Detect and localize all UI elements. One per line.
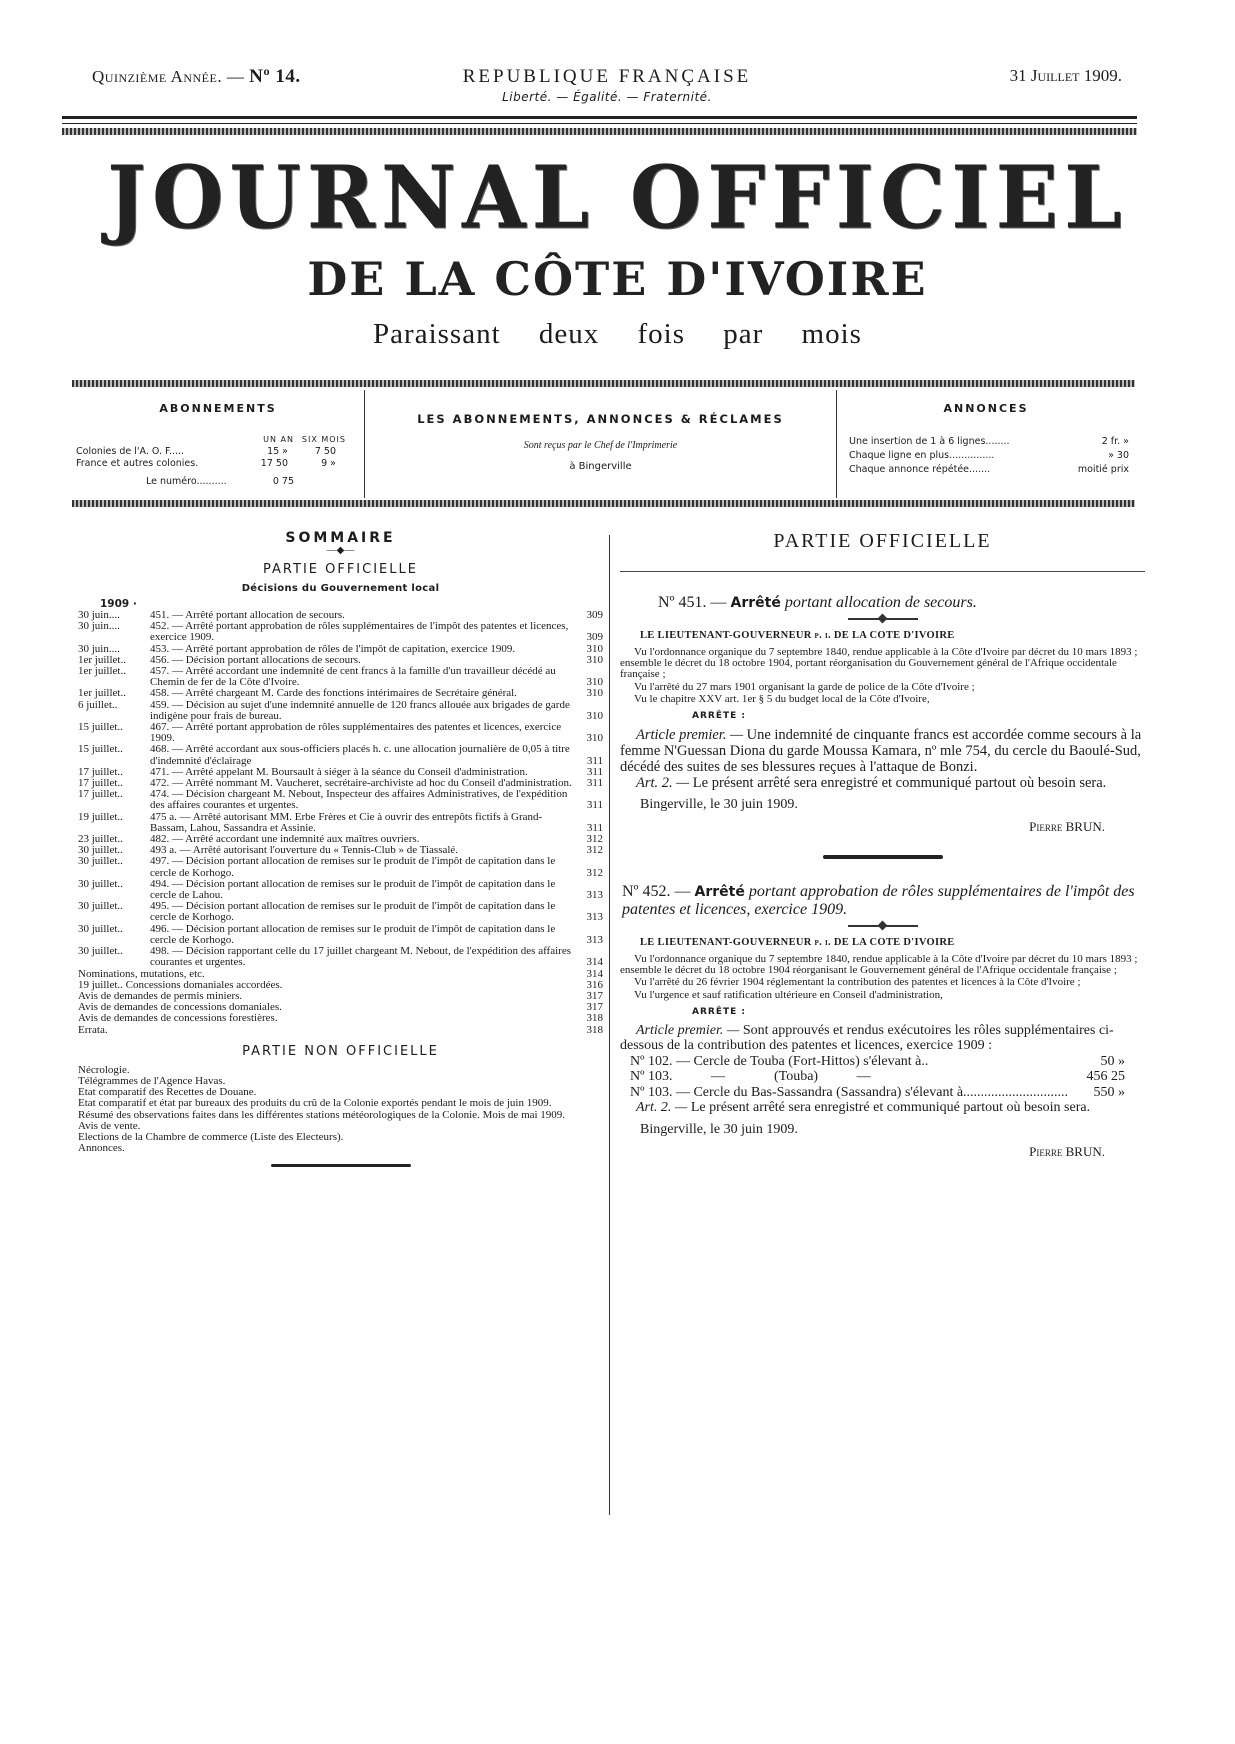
toc-item-date: 6 juillet.. [78, 698, 118, 711]
end-rule [271, 1164, 411, 1167]
toc-item-text: Nominations, mutations, etc. [78, 967, 205, 980]
annonce-row [849, 450, 1129, 464]
annonce-price: » 30 [1108, 450, 1129, 461]
toc-item-text: Errata. [78, 1023, 108, 1036]
article-text: Une indemnité de cinquante francs est accordée comme secours à la femme N'Guessan Diona du garde Moussa Kamara, nº mle 754, du cercle du Baoulé-Sud, décédé des suites de ses blessures reçues à l'attaque de Bonzi. [620, 727, 1142, 776]
non-officielle-item: Résumé des observations faites dans les différentes stations météorologiques de la Colonie. Mois de mai 1909. [78, 1108, 566, 1121]
masthead-title: JOURNAL OFFICIEL [107, 147, 1128, 249]
numero-row [76, 476, 361, 488]
orders-received-note: Sont reçus par le Chef de l'Imprimerie [523, 440, 678, 451]
toc-item-page: 317 [586, 1001, 603, 1014]
toc-item [78, 789, 603, 811]
arrete-451-article-1 [620, 727, 1145, 775]
ornament-icon [848, 925, 918, 927]
partie-officielle-title: PARTIE OFFICIELLE [773, 530, 992, 552]
year-issue: Quinzième Année. — [92, 67, 245, 86]
title-rule [620, 571, 1145, 572]
toc-item-page: 310 [586, 687, 603, 700]
toc-item-page: 310 [586, 732, 603, 745]
orders-city: à Bingerville [569, 461, 632, 472]
row-year-price: 15 » [267, 446, 288, 457]
role-line-amount: 50 » [1100, 1053, 1125, 1069]
toc-item-page: 311 [586, 821, 603, 834]
masthead-tagline: Paraissant deux fois par mois [373, 318, 862, 350]
sommaire-title: SOMMAIRE [285, 530, 396, 546]
arrete-451-vu: Vu le chapitre XXV art. 1er § 5 du budget local de la Côte d'Ivoire, [634, 692, 930, 705]
toc-item-text: 497. — Décision portant allocation de remises sur le produit de l'impôt de capitation dans le cercle de Korhogo. [150, 855, 556, 879]
toc-item-date: 17 juillet.. [78, 777, 123, 790]
republic-motto: Liberté. — Égalité. — Fraternité. [502, 90, 712, 104]
subscriptions-column [72, 390, 365, 498]
toc-item-page: 314 [586, 967, 603, 980]
non-officielle-item: Etat comparatif des Recettes de Douane. [78, 1086, 257, 1099]
non-officielle-item: Avis de vente. [78, 1119, 141, 1132]
toc-item [78, 856, 603, 878]
non-officielle-item: Nécrologie. [78, 1063, 130, 1076]
toc-item-page: 312 [586, 844, 603, 857]
annonce-price: moitié prix [1077, 464, 1129, 475]
toc-item-text: 482. — Arrêté accordant une indemnité aux maîtres ouvriers. [150, 833, 420, 846]
ornament-icon [848, 618, 918, 620]
toc-item-date: 1er juillet.. [78, 665, 126, 678]
toc-item-page: 311 [586, 765, 603, 778]
toc-item-page: 313 [586, 889, 603, 902]
toc-item-page: 318 [586, 1023, 603, 1036]
masthead-subtitle: DE LA CÔTE D'IVOIRE [307, 252, 928, 306]
annonce-label: Chaque ligne en plus............... [849, 450, 995, 461]
toc-list [78, 610, 603, 1036]
toc-item-text: 471. — Arrêté appelant M. Boursault à siéger à la séance du Conseil d'administration. [150, 765, 528, 778]
toc-item-date: 19 juillet.. [78, 810, 123, 823]
toc-item [78, 700, 603, 722]
toc-item [78, 666, 603, 688]
republic-block [92, 66, 1122, 104]
annonces-column [837, 390, 1135, 498]
annonce-price: 2 fr. » [1101, 436, 1129, 447]
article-label: Article premier. — [636, 727, 743, 744]
toc-item-page: 309 [586, 609, 603, 621]
toc-item-page: 318 [586, 1012, 603, 1025]
toc-item-text: 498. — Décision rapportant celle du 17 juillet chargeant M. Nebout, de l'expédition des affaires courantes et urgentes. [150, 945, 571, 969]
role-line [620, 1069, 1145, 1085]
arrete-452-title [620, 883, 1145, 919]
header-hatch-rule [62, 128, 1137, 135]
sommaire-year: 1909 · [100, 598, 137, 610]
toc-item-date: 1er juillet.. [78, 687, 126, 700]
arrete-451-subject: portant allocation de secours. [784, 594, 977, 611]
partie-officielle-column [620, 530, 1145, 1160]
toc-item-text: 475 a. — Arrêté autorisant MM. Erbe Frères et Cie à ouvrir des entrepôts fictifs à Grand-Bassam, Lahou, Sassandra et Assinie. [150, 810, 543, 834]
subscription-box [72, 390, 1135, 498]
issue-number: Nº 14. [249, 66, 301, 87]
numero-label: Le numéro.......... [146, 476, 227, 487]
toc-item-page: 311 [586, 777, 603, 790]
toc-item-date: 23 juillet.. [78, 833, 123, 846]
toc-item-text: 453. — Arrêté portant approbation de rôles de l'impôt de capitation, exercice 1909. [150, 642, 516, 655]
article-label: Art. 2. — [636, 775, 690, 792]
column-separator [609, 535, 610, 1515]
toc-item-date: 30 juin.... [78, 642, 120, 655]
toc-item-text: 458. — Arrêté chargeant M. Carde des fonctions intérimaires de Secrétaire général. [150, 687, 517, 700]
toc-item-page: 312 [586, 833, 603, 846]
subs-top-rule [72, 380, 1135, 387]
toc-item-text: 467. — Arrêté portant approbation de rôles supplémentaires des patentes et licences, exercice 1909. [150, 721, 562, 745]
arrete-452-kind: Arrêté [694, 884, 745, 901]
toc-item-text: Avis de demandes de concessions forestières. [78, 1012, 278, 1025]
toc-item-text: 459. — Décision au sujet d'une indemnité annuelle de 120 francs allouée aux brigades de garde indigène pour frais de bureau. [150, 698, 570, 722]
subscription-row [76, 446, 361, 458]
issue-date: 31 Juillet 1909. [1009, 66, 1122, 85]
toc-item-page: 314 [586, 956, 603, 969]
non-officielle-item: Etat comparatif et état par bureaux des produits du crû de la Colonie exportés pendant le mois de juin 1909. [78, 1097, 552, 1110]
article-text: Le présent arrêté sera enregistré et communiqué partout où besoin sera. [692, 775, 1107, 792]
article-label: Art. 2. — [636, 1100, 688, 1116]
role-line [620, 1054, 1145, 1070]
arrete-451-vu: Vu l'ordonnance organique du 7 septembre 1840, rendue applicable à la Côte d'Ivoire par décret du 10 mars 1893 ; ensemble le décret du 18 octobre 1904, portant réorganisation du Gouvernement général de l'Afrique occidentale française ; [620, 646, 1138, 681]
annonces-title: ANNONCES [943, 402, 1029, 415]
row-year-price: 17 50 [260, 458, 288, 469]
toc-item [78, 744, 603, 766]
toc-item [78, 924, 603, 946]
toc-item-page: 310 [586, 653, 603, 666]
non-officielle-item: Elections de la Chambre de commerce (Liste des Electeurs). [78, 1130, 344, 1143]
arrete-452-article-1 [620, 1023, 1145, 1054]
toc-item-page: 309 [586, 631, 603, 644]
sommaire-partie-officielle: PARTIE OFFICIELLE [263, 562, 418, 577]
toc-item-text: 457. — Arrêté accordant une indemnité de cent francs à la famille d'un travailleur décédé au Chemin de fer de la Côte d'Ivoire. [150, 665, 556, 689]
toc-item [78, 901, 603, 923]
role-line-amount: 550 » [1093, 1084, 1125, 1100]
numero-price: 0 75 [272, 476, 294, 487]
sommaire-column [78, 530, 603, 1167]
annonce-label: Chaque annonce répétée....... [849, 464, 991, 475]
subscriptions-title: ABONNEMENTS [159, 402, 277, 415]
row-six-month-price: 7 50 [314, 446, 336, 457]
toc-item-text: 452. — Arrêté portant approbation de rôles supplémentaires de l'impôt des patentes et licences, exercice 1909. [150, 620, 569, 644]
arrete-452-signature: Pierre BRUN. [1029, 1143, 1105, 1159]
toc-item-page: 313 [586, 933, 603, 946]
toc-plain-item [78, 1013, 603, 1024]
orders-column [365, 390, 837, 498]
arrete-451-article-2 [620, 775, 1145, 791]
toc-item [78, 722, 603, 744]
row-label: France et autres colonies. [76, 458, 199, 469]
toc-item-text: 474. — Décision chargeant M. Nebout, Inspecteur des affaires Administratives, de l'expédition des affaires courantes et urgentes. [150, 788, 568, 812]
subs-bottom-rule [72, 500, 1135, 507]
orders-title: LES ABONNEMENTS, ANNONCES & RÉCLAMES [417, 412, 784, 426]
arrete-452-vu: Vu l'urgence et sauf ratification ultérieure en Conseil d'administration, [634, 988, 943, 1001]
article-text: Sont approuvés et rendus exécutoires les rôles supplémentaires ci-dessous de la contribution des patentes et licences, exercice 1909 : [620, 1022, 1114, 1054]
arrete-451-arrete-label: ARRÊTE : [692, 711, 746, 722]
arrete-452-number: Nº 452. — [622, 883, 691, 901]
arrete-452-authority: LE LIEUTENANT-GOUVERNEUR p. i. DE LA COTE D'IVOIRE [640, 937, 955, 949]
toc-item-date: 30 juillet.. [78, 922, 123, 935]
toc-item-page: 313 [586, 911, 603, 924]
annonce-row [849, 464, 1129, 478]
toc-item-page: 311 [586, 799, 603, 812]
toc-item-page: 311 [586, 754, 603, 767]
toc-item-date: 17 juillet.. [78, 765, 123, 778]
toc-item-date: 30 juin.... [78, 609, 120, 621]
arrete-452-vu: Vu l'ordonnance organique du 7 septembre 1840, rendue applicable à la Côte d'Ivoire par décret du 10 mars 1893 ; ensemble le décret du 18 octobre 1904 réorganisant le Gouvernement général de l'Afrique occidentale française ; [620, 953, 1138, 977]
subscriptions-table [76, 434, 361, 488]
article-separator [823, 855, 943, 859]
subscription-row [76, 458, 361, 470]
toc-item-date: 30 juillet.. [78, 877, 123, 890]
arrete-451-number: Nº 451. — [658, 594, 727, 611]
role-line-text: Nº 103. — Cercle du Bas-Sassandra (Sassandra) s'élevant à.............................. [630, 1084, 1069, 1100]
row-six-month-price: 9 » [321, 458, 336, 469]
toc-item-date: 30 juillet.. [78, 900, 123, 913]
toc-item-text: 19 juillet.. Concessions domaniales accordées. [78, 978, 283, 991]
toc-item-page: 310 [586, 709, 603, 722]
arrete-451-signature: Pierre BRUN. [1029, 819, 1105, 835]
arrete-451-kind: Arrêté [730, 595, 781, 611]
article-text: Le présent arrêté sera enregistré et communiqué partout où besoin sera. [690, 1100, 1091, 1116]
toc-item-text: 468. — Arrêté accordant aux sous-officiers placés h. c. une allocation journalière de 0,05 à titre d'indemnité d'éclairage [150, 743, 570, 767]
toc-item-date: 15 juillet.. [78, 721, 123, 734]
arrete-451-place-date: Bingerville, le 30 juin 1909. [640, 797, 798, 813]
non-officielle-item: Télégrammes de l'Agence Havas. [78, 1074, 226, 1087]
toc-item-text: 472. — Arrêté nommant M. Vaucheret, secrétaire-archiviste ad hoc du Conseil d'administration. [150, 777, 572, 790]
toc-item-text: 495. — Décision portant allocation de remises sur le produit de l'impôt de capitation dans le cercle de Korhogo. [150, 900, 556, 924]
row-label: Colonies de l'A. O. F..... [76, 446, 185, 457]
toc-item [78, 812, 603, 834]
toc-item-text: 496. — Décision portant allocation de remises sur le produit de l'impôt de capitation dans le cercle de Korhogo. [150, 922, 556, 946]
role-line [620, 1085, 1145, 1101]
toc-item-text: Avis de demandes de concessions domaniales. [78, 1001, 282, 1014]
ornament-icon: —◆— [326, 545, 355, 556]
toc-plain-item [78, 1025, 603, 1036]
toc-item-date: 15 juillet.. [78, 743, 123, 756]
subscriptions-header-row [76, 434, 361, 446]
role-line-text: Nº 103. — (Touba) — [630, 1069, 871, 1085]
col-header-six-months: SIX MOIS [301, 435, 346, 444]
non-officielle-item: Annonces. [78, 1142, 125, 1155]
arrete-452-arrete-label: ARRÊTE : [692, 1006, 746, 1017]
arrete-452-vu: Vu l'arrêté du 26 février 1904 réglementant la contribution des patentes et licences à la Côte d'Ivoire ; [634, 976, 1081, 989]
toc-item-page: 310 [586, 676, 603, 689]
arrete-452-place-date: Bingerville, le 30 juin 1909. [640, 1121, 798, 1137]
header-rule [62, 116, 1137, 124]
col-header-year: UN AN [263, 435, 294, 444]
annonces-table [849, 436, 1129, 478]
arrete-451-vu: Vu l'arrêté du 27 mars 1901 organisant la garde de police de la Côte d'Ivoire ; [634, 680, 975, 693]
toc-item-date: 30 juillet.. [78, 855, 123, 868]
toc-item-page: 312 [586, 866, 603, 879]
toc-item-text: 494. — Décision portant allocation de remises sur le produit de l'impôt de capitation dans le cercle de Lahou. [150, 877, 556, 902]
toc-item-date: 1er juillet.. [78, 653, 126, 666]
toc-item [78, 946, 603, 968]
toc-item-text: 493 a. — Arrêté autorisant l'ouverture du « Tennis-Club » de Tiassalé. [150, 844, 459, 857]
toc-item-text: Avis de demandes de permis miniers. [78, 989, 243, 1002]
role-line-amount: 456 25 [1086, 1069, 1125, 1085]
annonce-row [849, 436, 1129, 450]
article-label: Article premier. — [636, 1022, 740, 1038]
toc-item-page: 310 [586, 642, 603, 655]
arrete-452-subject: portant approbation de rôles supplémentaires de l'impôt des patentes et licences, exercice 1909. [622, 883, 1135, 919]
toc-item-date: 30 juillet.. [78, 945, 123, 958]
toc-item-date: 17 juillet.. [78, 788, 123, 801]
toc-item-text: 456. — Décision portant allocations de secours. [150, 653, 361, 666]
role-line-text: Nº 102. — Cercle de Touba (Fort-Hittos) s'élevant à.. [630, 1053, 929, 1069]
arrete-451-authority: LE LIEUTENANT-GOUVERNEUR p. i. DE LA COTE D'IVOIRE [640, 630, 955, 641]
arrete-452-article-2 [620, 1100, 1145, 1116]
toc-item-page: 317 [586, 989, 603, 1002]
toc-item-date: 30 juin.... [78, 620, 120, 633]
non-officielle-list [78, 1065, 603, 1155]
toc-item [78, 621, 603, 643]
toc-item-text: 451. — Arrêté portant allocation de secours. [150, 609, 345, 621]
republic-name: REPUBLIQUE FRANÇAISE [462, 66, 752, 87]
annonce-label: Une insertion de 1 à 6 lignes........ [849, 436, 1010, 447]
toc-item-page: 316 [586, 978, 603, 991]
arrete-451-title [620, 594, 1145, 612]
sommaire-partie-non-officielle: PARTIE NON OFFICIELLE [242, 1043, 439, 1059]
toc-item-date: 30 juillet.. [78, 844, 123, 857]
toc-item [78, 879, 603, 901]
sommaire-decisions-heading: Décisions du Gouvernement local [241, 583, 440, 594]
